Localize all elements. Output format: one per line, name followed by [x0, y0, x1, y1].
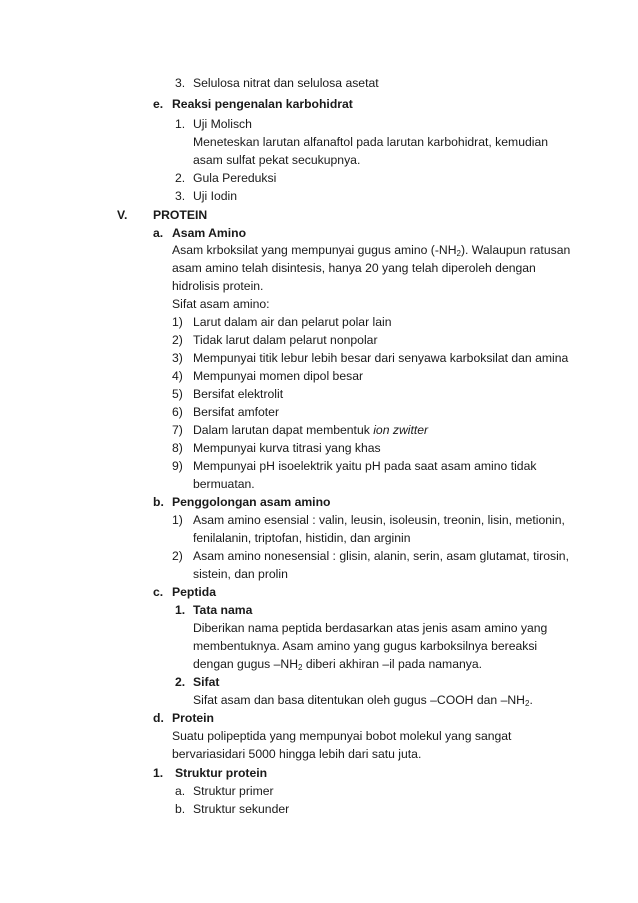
- paragraph-line: Suatu polipeptida yang mempunyai bobot molekul yang sangat: [172, 729, 512, 743]
- text-part: Dalam larutan dapat membentuk: [193, 423, 374, 437]
- list-number: 2.: [175, 171, 186, 185]
- list-number: 2): [172, 333, 183, 347]
- subsection-heading: Tata nama: [193, 603, 253, 617]
- paragraph-line: Meneteskan larutan alfanaftol pada larutan karbohidrat, kemudian: [193, 135, 549, 149]
- list-item-text: Bersifat amfoter: [193, 405, 280, 419]
- list-number: b.: [175, 802, 186, 816]
- paragraph-line: Sifat asam amino:: [172, 297, 270, 311]
- list-number: 3.: [175, 76, 186, 90]
- paragraph-line: sistein, dan prolin: [193, 567, 288, 581]
- list-item-text: Mempunyai titik lebur lebih besar dari senyawa karboksilat dan amina: [193, 351, 569, 365]
- list-item-text: Larut dalam air dan pelarut polar lain: [193, 315, 392, 329]
- section-heading: Asam Amino: [172, 226, 247, 240]
- italic-term: ion zwitter: [373, 423, 429, 437]
- paragraph-line: [193, 691, 533, 709]
- list-number: 1.: [175, 603, 186, 617]
- chapter-number: V.: [117, 208, 128, 222]
- list-item-text: Uji Molisch: [193, 117, 252, 131]
- subsection-heading: Sifat: [193, 675, 220, 689]
- section-letter: d.: [153, 711, 164, 725]
- text-part: diberi akhiran –il pada namanya.: [302, 657, 483, 671]
- list-item-text: Bersifat elektrolit: [193, 387, 284, 401]
- list-number: 8): [172, 441, 183, 455]
- paragraph-line: fenilalanin, triptofan, histidin, dan arginin: [193, 531, 411, 545]
- list-item-text: Struktur primer: [193, 784, 274, 798]
- list-number: 4): [172, 369, 183, 383]
- paragraph-line: hidrolisis protein.: [172, 279, 264, 293]
- list-item-text: Gula Pereduksi: [193, 171, 277, 185]
- list-number: 1): [172, 513, 183, 527]
- text-part: dengan gugus –NH: [193, 657, 299, 671]
- text-part: ). Walaupun ratusan: [460, 243, 571, 257]
- section-letter: e.: [153, 97, 164, 111]
- list-number: 1.: [175, 117, 186, 131]
- list-item-text: Struktur sekunder: [193, 802, 290, 816]
- section-letter: c.: [153, 585, 164, 599]
- list-number: 1.: [153, 766, 164, 780]
- subscript: 2: [524, 699, 530, 708]
- list-number: 7): [172, 423, 183, 437]
- paragraph-line: [193, 655, 482, 673]
- list-number: 2): [172, 549, 183, 563]
- section-letter: a.: [153, 226, 164, 240]
- text-part: .: [529, 693, 533, 707]
- section-heading: Reaksi pengenalan karbohidrat: [172, 97, 353, 111]
- section-heading: Protein: [172, 711, 214, 725]
- text-part: Sifat asam dan basa ditentukan oleh gugus –COOH dan –NH: [193, 693, 525, 707]
- section-heading: Penggolongan asam amino: [172, 495, 331, 509]
- text-part: Asam krboksilat yang mempunyai gugus amino (-NH: [172, 243, 457, 257]
- paragraph-line: Diberikan nama peptida berdasarkan atas jenis asam amino yang: [193, 621, 548, 635]
- list-number: 1): [172, 315, 183, 329]
- list-number: 6): [172, 405, 183, 419]
- section-heading: Peptida: [172, 585, 217, 599]
- list-number: 2.: [175, 675, 186, 689]
- list-item-text: [193, 421, 428, 439]
- list-number: 3.: [175, 189, 186, 203]
- paragraph-line: [172, 241, 570, 259]
- section-letter: b.: [153, 495, 164, 509]
- subscript: 2: [298, 663, 303, 672]
- list-item-text: Mempunyai kurva titrasi yang khas: [193, 441, 381, 455]
- list-item-text: Uji Iodin: [193, 189, 238, 203]
- list-item-text: Asam amino nonesensial : glisin, alanin, serin, asam glutamat, tirosin,: [193, 549, 569, 563]
- subsection-heading: Struktur protein: [175, 766, 268, 780]
- list-item-text: Tidak larut dalam pelarut nonpolar: [193, 333, 378, 347]
- list-item-text: Mempunyai pH isoelektrik yaitu pH pada saat asam amino tidak: [193, 459, 537, 473]
- paragraph-line: asam sulfat pekat secukupnya.: [193, 153, 361, 167]
- list-item-text: Asam amino esensial : valin, leusin, isoleusin, treonin, lisin, metionin,: [193, 513, 565, 527]
- list-item-text: Mempunyai momen dipol besar: [193, 369, 364, 383]
- list-item-text: Selulosa nitrat dan selulosa asetat: [193, 76, 379, 90]
- chapter-heading: PROTEIN: [153, 208, 208, 222]
- paragraph-line: bermuatan.: [193, 477, 255, 491]
- list-number: a.: [175, 784, 186, 798]
- list-number: 3): [172, 351, 183, 365]
- paragraph-line: membentuknya. Asam amino yang gugus karboksilnya bereaksi: [193, 639, 538, 653]
- subscript: 2: [456, 249, 461, 258]
- list-number: 9): [172, 459, 183, 473]
- list-number: 5): [172, 387, 183, 401]
- paragraph-line: asam amino telah disintesis, hanya 20 yang telah diperoleh dengan: [172, 261, 536, 275]
- paragraph-line: bervariasidari 5000 hingga lebih dari satu juta.: [172, 747, 422, 761]
